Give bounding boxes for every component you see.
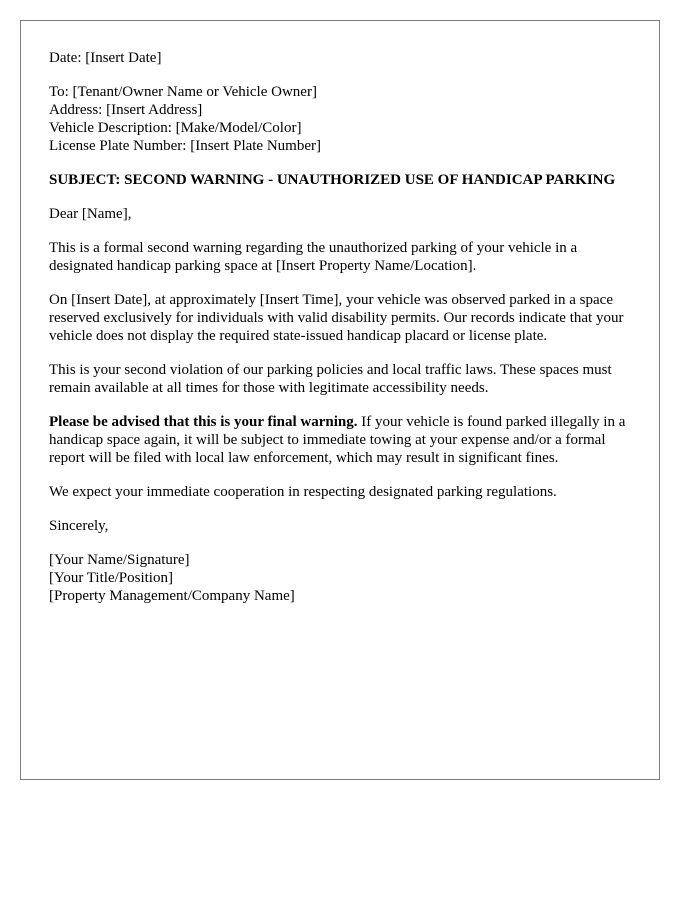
vehicle-description: Vehicle Description: [Make/Model/Color]	[49, 120, 302, 136]
subject-line: SUBJECT: SECOND WARNING - UNAUTHORIZED USE OF HANDICAP PARKING	[49, 172, 616, 188]
paragraph-cooperation: We expect your immediate cooperation in respecting designated parking regulations.	[49, 484, 557, 500]
paragraph-final-warning	[49, 413, 633, 467]
final-warning-body: If your vehicle is found parked illegally in a handicap space again, it will be subject to immediate towing at your expense and/or a formal report will be filed with local law enforcement, which may result in significant fines.	[49, 414, 626, 466]
letter-content	[49, 49, 633, 605]
date-line: Date: [Insert Date]	[49, 50, 162, 66]
recipient-address: Address: [Insert Address]	[49, 102, 203, 118]
recipient-block	[49, 83, 633, 155]
paragraph-observation: On [Insert Date], at approximately [Insert Time], your vehicle was observed parked in a space reserved exclusively for individuals with valid disability permits. Our records indicate that your vehicle does not display the required state-issued handicap placard or license plate.	[49, 292, 624, 344]
salutation: Dear [Name],	[49, 206, 132, 222]
signature-company: [Property Management/Company Name]	[49, 588, 295, 604]
recipient-to: To: [Tenant/Owner Name or Vehicle Owner]	[49, 84, 317, 100]
signature-name: [Your Name/Signature]	[49, 552, 190, 568]
letter-page	[20, 20, 660, 780]
license-plate: License Plate Number: [Insert Plate Number]	[49, 138, 321, 154]
paragraph-intro: This is a formal second warning regarding the unauthorized parking of your vehicle in a designated handicap parking space at [Insert Property Name/Location].	[49, 240, 578, 274]
signature-block	[49, 551, 633, 605]
final-warning-lead: Please be advised that this is your final warning.	[49, 414, 358, 430]
closing: Sincerely,	[49, 518, 109, 534]
signature-title: [Your Title/Position]	[49, 570, 173, 586]
paragraph-violation: This is your second violation of our parking policies and local traffic laws. These spaces must remain available at all times for those with legitimate accessibility needs.	[49, 362, 612, 396]
